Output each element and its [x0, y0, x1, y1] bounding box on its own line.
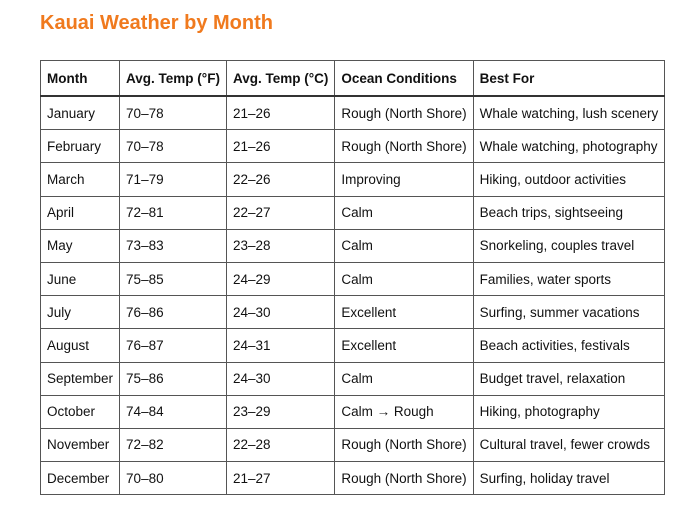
cell-best-for: Hiking, photography — [473, 395, 665, 428]
cell-month: June — [41, 262, 120, 295]
cell-best-for: Surfing, holiday travel — [473, 462, 665, 495]
cell-best-for: Families, water sports — [473, 262, 665, 295]
cell-ocean-conditions: Excellent — [335, 296, 473, 329]
cell-best-for: Budget travel, relaxation — [473, 362, 665, 395]
cell-ocean-conditions: Rough (North Shore) — [335, 96, 473, 130]
cell-ocean-conditions: Rough (North Shore) — [335, 462, 473, 495]
cell-month: March — [41, 163, 120, 196]
cell-month: August — [41, 329, 120, 362]
cell-ocean-conditions: Calm → Rough — [335, 395, 473, 428]
table-row — [41, 196, 665, 229]
cell-best-for: Beach trips, sightseeing — [473, 196, 665, 229]
table-row — [41, 262, 665, 295]
cell-month: February — [41, 130, 120, 163]
cell-month: January — [41, 96, 120, 130]
table-row — [41, 362, 665, 395]
cell-month: November — [41, 428, 120, 461]
cell-best-for: Whale watching, lush scenery — [473, 96, 665, 130]
table-row — [41, 163, 665, 196]
cell-ocean-conditions: Rough (North Shore) — [335, 428, 473, 461]
weather-table — [40, 60, 665, 495]
header-temp-c: Avg. Temp (°C) — [226, 61, 334, 97]
cell-temp-f: 75–86 — [120, 362, 227, 395]
table-row — [41, 462, 665, 495]
cell-temp-c: 23–28 — [226, 229, 334, 262]
cell-month: July — [41, 296, 120, 329]
cell-temp-c: 24–31 — [226, 329, 334, 362]
table-row — [41, 96, 665, 130]
cell-temp-c: 22–27 — [226, 196, 334, 229]
cell-temp-c: 21–26 — [226, 96, 334, 130]
header-temp-f: Avg. Temp (°F) — [120, 61, 227, 97]
cell-ocean-conditions: Excellent — [335, 329, 473, 362]
cell-temp-f: 76–86 — [120, 296, 227, 329]
cell-month: December — [41, 462, 120, 495]
cell-temp-f: 72–81 — [120, 196, 227, 229]
cell-temp-c: 22–28 — [226, 428, 334, 461]
cell-temp-f: 75–85 — [120, 262, 227, 295]
cell-best-for: Surfing, summer vacations — [473, 296, 665, 329]
cell-temp-f: 72–82 — [120, 428, 227, 461]
cell-temp-c: 24–30 — [226, 362, 334, 395]
cell-ocean-conditions: Rough (North Shore) — [335, 130, 473, 163]
cell-temp-c: 23–29 — [226, 395, 334, 428]
table-row — [41, 329, 665, 362]
cell-temp-f: 76–87 — [120, 329, 227, 362]
table-row — [41, 130, 665, 163]
cell-ocean-conditions: Calm — [335, 362, 473, 395]
cell-temp-f: 70–78 — [120, 130, 227, 163]
header-ocean-conditions: Ocean Conditions — [335, 61, 473, 97]
cell-temp-f: 70–80 — [120, 462, 227, 495]
header-best-for: Best For — [473, 61, 665, 97]
table-row — [41, 428, 665, 461]
table-body — [41, 96, 665, 495]
cell-month: May — [41, 229, 120, 262]
cell-temp-c: 22–26 — [226, 163, 334, 196]
table-header-row — [41, 61, 665, 97]
cell-temp-c: 21–26 — [226, 130, 334, 163]
cell-month: September — [41, 362, 120, 395]
cell-best-for: Snorkeling, couples travel — [473, 229, 665, 262]
cell-temp-c: 24–30 — [226, 296, 334, 329]
cell-temp-f: 71–79 — [120, 163, 227, 196]
cell-month: October — [41, 395, 120, 428]
page-title: Kauai Weather by Month — [40, 12, 273, 34]
cell-best-for: Cultural travel, fewer crowds — [473, 428, 665, 461]
cell-temp-f: 70–78 — [120, 96, 227, 130]
table-row — [41, 395, 665, 428]
cell-ocean-conditions: Calm — [335, 196, 473, 229]
cell-temp-f: 73–83 — [120, 229, 227, 262]
cell-temp-c: 24–29 — [226, 262, 334, 295]
table-row — [41, 296, 665, 329]
cell-ocean-conditions: Calm — [335, 229, 473, 262]
header-month: Month — [41, 61, 120, 97]
cell-temp-c: 21–27 — [226, 462, 334, 495]
table-row — [41, 229, 665, 262]
cell-best-for: Hiking, outdoor activities — [473, 163, 665, 196]
cell-ocean-conditions: Improving — [335, 163, 473, 196]
cell-month: April — [41, 196, 120, 229]
cell-best-for: Beach activities, festivals — [473, 329, 665, 362]
cell-ocean-conditions: Calm — [335, 262, 473, 295]
cell-temp-f: 74–84 — [120, 395, 227, 428]
cell-best-for: Whale watching, photography — [473, 130, 665, 163]
